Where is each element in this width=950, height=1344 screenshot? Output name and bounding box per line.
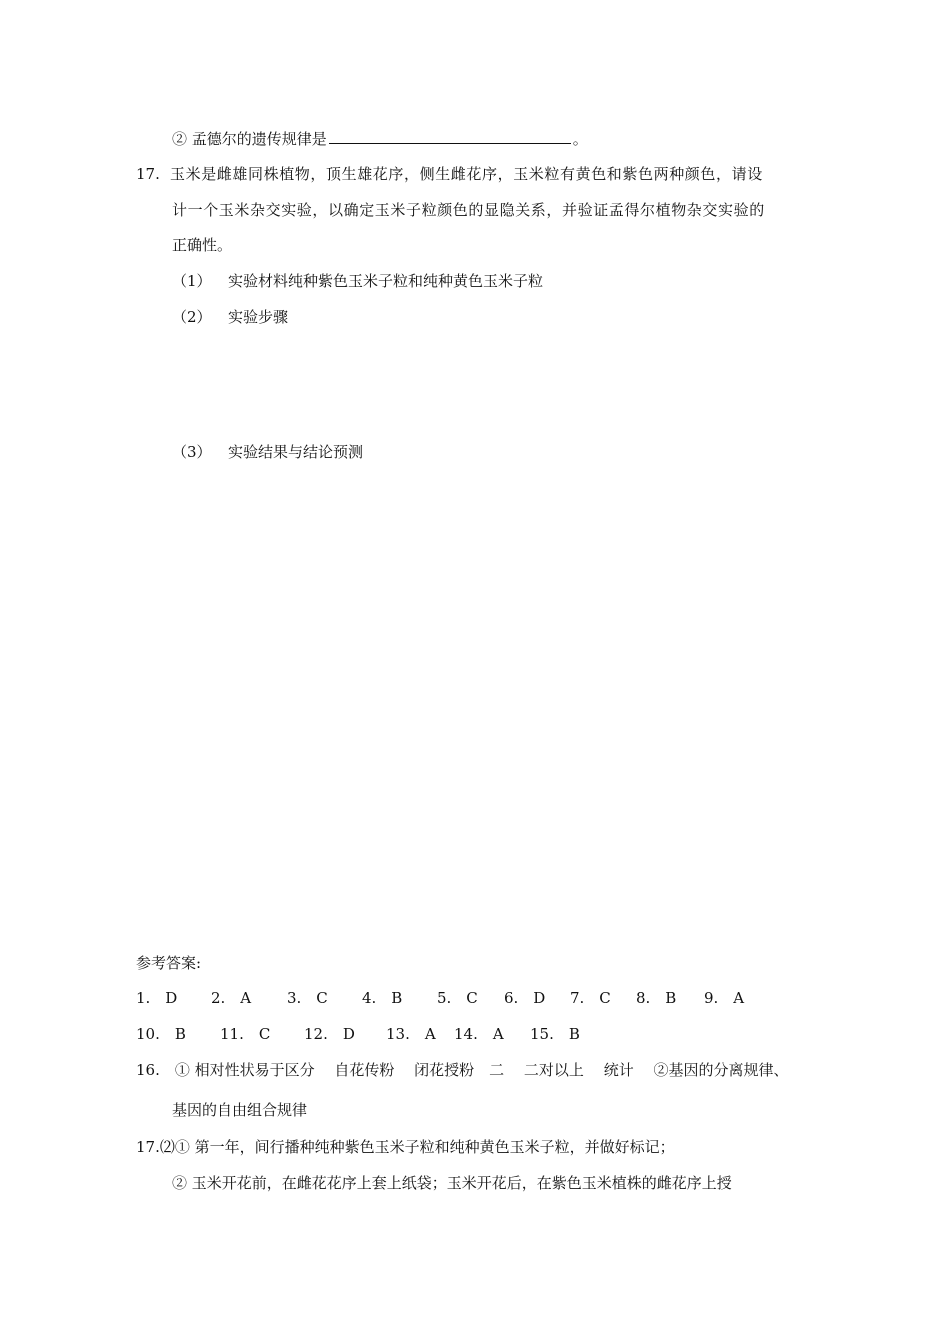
answer-17-line2: ② 玉米开花前，在雌花花序上套上纸袋；玉米开花后，在紫色玉米植株的雌花序上授	[172, 1174, 732, 1192]
answer-8: 8. B	[636, 989, 677, 1007]
q17-line3	[172, 235, 232, 255]
answer-16-line1: 16. ① 相对性状易于区分 自花传粉 闭花授粉 二 二对以上 统计 ②基因的分离规律、	[136, 1061, 789, 1079]
q16-item2-suffix: 。	[572, 130, 588, 148]
answer-4: 4. B	[362, 989, 403, 1007]
answer-15: 15. B	[530, 1025, 580, 1043]
answer-17-line1: 17.⑵① 第一年，间行播种纯种紫色玉米子粒和纯种黄色玉米子粒，并做好标记；	[136, 1138, 675, 1156]
answer-16-line2: 基因的自由组合规律	[172, 1101, 308, 1119]
answers-heading: 参考答案:	[136, 954, 202, 972]
q17-part2-text: 实验步骤	[228, 308, 289, 326]
q17-part2-number: （2）	[172, 308, 212, 326]
answer-12: 12. D	[304, 1025, 355, 1043]
q17-number: 17.	[136, 165, 160, 183]
answer-blank	[329, 128, 571, 144]
q16-item2-line	[172, 128, 588, 149]
q17-line2	[172, 200, 765, 220]
q17-part3-text: 实验结果与结论预测	[228, 443, 364, 461]
q17-stem-line3: 正确性。	[172, 236, 233, 254]
answer-1: 1. D	[136, 989, 178, 1007]
answer-3: 3. C	[287, 989, 328, 1007]
q17-part3	[172, 442, 363, 462]
answer-11: 11. C	[220, 1025, 271, 1043]
answer-14: 14. A	[454, 1025, 504, 1043]
q17-stem-line2: 计一个玉米杂交实验，以确定玉米子粒颜色的显隐关系，并验证孟得尔植物杂交实验的	[172, 201, 765, 219]
q17-part3-number: （3）	[172, 443, 212, 461]
answer-13: 13. A	[386, 1025, 436, 1043]
answer-7: 7. C	[570, 989, 611, 1007]
answer-6: 6. D	[504, 989, 546, 1007]
answer-2: 2. A	[211, 989, 252, 1007]
answer-10: 10. B	[136, 1025, 186, 1043]
q17-stem-line1: 玉米是雌雄同株植物，顶生雄花序，侧生雌花序，玉米粒有黄色和紫色两种颜色，请设	[170, 165, 763, 183]
q17-part2	[172, 307, 288, 327]
q17-part1	[172, 271, 543, 291]
q17-part1-number: （1）	[172, 272, 212, 290]
answer-9: 9. A	[704, 989, 745, 1007]
q16-item2-text: ② 孟德尔的遗传规律是	[172, 130, 327, 148]
q17-line1	[136, 164, 763, 184]
answer-5: 5. C	[437, 989, 478, 1007]
q17-part1-text: 实验材料纯种紫色玉米子粒和纯种黄色玉米子粒	[228, 272, 544, 290]
